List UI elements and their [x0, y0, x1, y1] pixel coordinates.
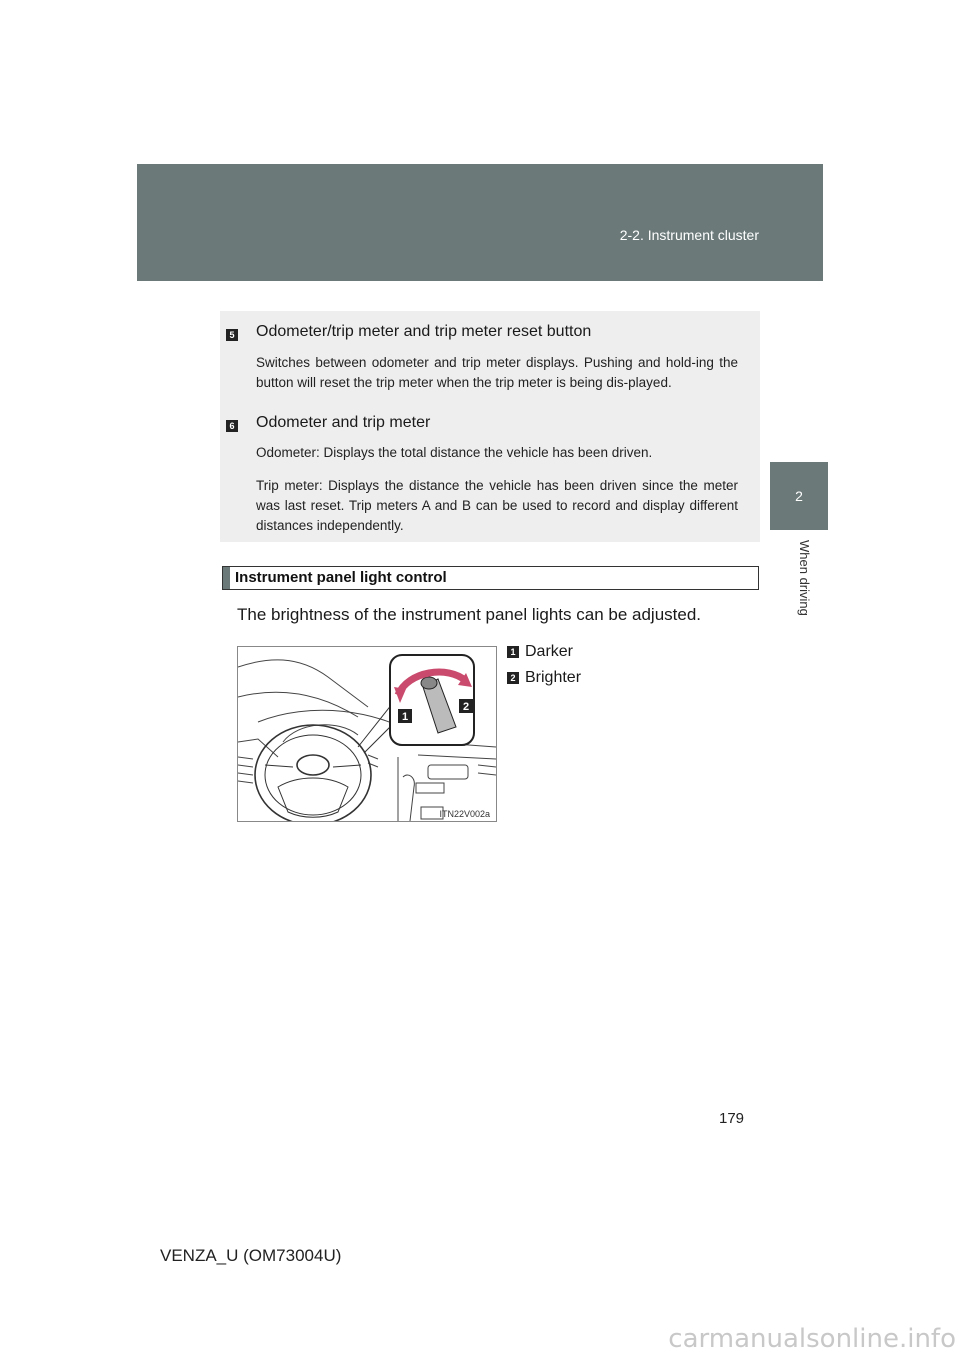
badge-1: 1	[507, 646, 519, 658]
chapter-tab	[770, 462, 828, 530]
info-item-desc: Trip meter: Displays the distance the vehicle has been driven since the meter was last reset. Trip meters A and B can be used to record and display different distances independently.	[256, 478, 738, 533]
page-number: 179	[719, 1110, 745, 1127]
info-box	[220, 311, 760, 542]
badge-5: 5	[226, 329, 238, 341]
info-item-title: Odometer/trip meter and trip meter reset button	[256, 323, 592, 340]
chapter-label: When driving	[797, 540, 812, 616]
section-heading	[222, 566, 759, 590]
callout-1: 1	[401, 711, 409, 723]
document-code: VENZA_U (OM73004U)	[160, 1246, 342, 1265]
intro-text: The brightness of the instrument panel lights can be adjusted.	[237, 605, 702, 624]
info-item-desc: Switches between odometer and trip meter displays. Pushing and hold-ing the button will reset the trip meter when the trip meter is being dis-played.	[256, 355, 738, 390]
header-band	[137, 164, 823, 281]
badge-6: 6	[226, 420, 238, 432]
heading-accent-bar	[223, 567, 230, 589]
badge-2: 2	[507, 672, 519, 684]
dashboard-drawing	[238, 647, 496, 821]
dashboard-illustration	[237, 646, 497, 822]
section-title: 2-2. Instrument cluster	[619, 227, 759, 243]
section-heading-text: Instrument panel light control	[235, 569, 447, 586]
legend-label: Darker	[525, 643, 574, 660]
legend-label: Brighter	[525, 669, 582, 686]
steering-wheel	[255, 725, 371, 821]
chapter-number: 2	[795, 488, 803, 504]
watermark: carmanualsonline.info	[668, 1324, 956, 1354]
callout-2: 2	[462, 701, 470, 713]
info-item-desc: Odometer: Displays the total distance the vehicle has been driven.	[256, 445, 653, 460]
info-item-title: Odometer and trip meter	[256, 414, 431, 431]
figure-code: ITN22V002a	[439, 809, 490, 819]
